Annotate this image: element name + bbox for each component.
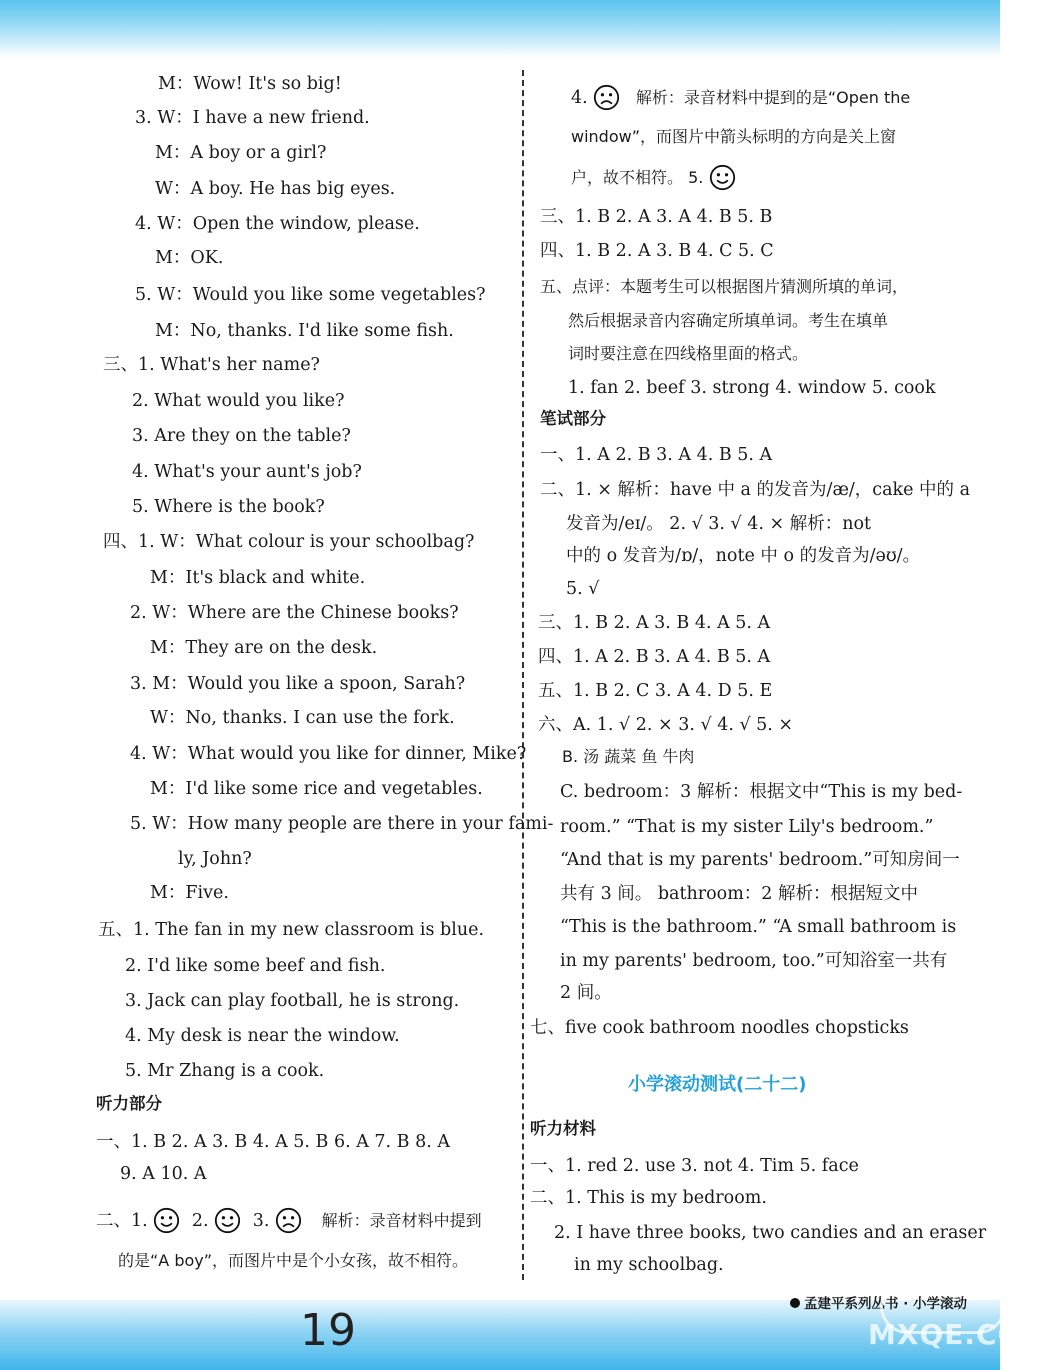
column-divider (522, 70, 524, 1280)
explanation-text: 共有 3 间。 bathroom：2 解析：根据短文中 (560, 884, 918, 904)
answer-line: 二、1. × 解析：have 中 a 的发音为/æ/，cake 中的 a (540, 480, 971, 500)
section-heading-written: 笔试部分 (540, 409, 606, 428)
answer-line: 一、1. red 2. use 3. not 4. Tim 5. face (530, 1156, 859, 1176)
dialogue-line: 5. W：How many people are there in your fami- (130, 814, 554, 834)
transcript-line: 二、1. This is my bedroom. (530, 1188, 767, 1208)
smiley-face-icon (153, 1207, 180, 1234)
dialogue-line: M：Five. (150, 883, 229, 903)
explanation-text: 解析：录音材料中提到 (321, 1211, 482, 1230)
dialogue-line: W：No, thanks. I can use the fork. (150, 708, 455, 728)
answer-line: 5. √ (566, 579, 600, 599)
explanation-text: in my parents' bedroom, too.”可知浴室一共有 (560, 951, 948, 971)
answer-line: 9. A 10. A (120, 1164, 207, 1184)
explanation-text: room.” “That is my sister Lily's bedroom.” (560, 817, 934, 837)
explanation-text: 2 间。 (560, 983, 612, 1003)
dialogue-line: M：It's black and white. (150, 568, 366, 588)
dialogue-line: W：A boy. He has big eyes. (155, 179, 396, 199)
smiley-face-icon (709, 164, 736, 191)
smiley-face-icon (214, 1207, 241, 1234)
explanation-text: “This is the bathroom.” “A small bathroom is (560, 917, 957, 937)
comment-text: 然后根据录音内容确定所填单词。考生在填单 (568, 311, 889, 330)
footer-series-text: 孟建平系列丛书 · 小学滚动 (804, 1296, 968, 1312)
answer-line: 中的 o 发音为/ɒ/，note 中 o 的发音为/əʊ/。 (566, 546, 921, 566)
question-line: 三、1. What's her name? (103, 355, 320, 375)
dialogue-line: M：Wow! It's so big! (158, 74, 342, 94)
answer-line: 四、1. B 2. A 3. B 4. C 5. C (540, 241, 774, 261)
answer-line: B. 汤 蔬菜 鱼 牛肉 (562, 747, 695, 766)
dialogue-line: ly, John? (178, 849, 252, 869)
test-title: 小学滚动测试(二十二) (628, 1074, 807, 1095)
top-decorative-band (0, 0, 1000, 58)
answer-label: 二、1. (96, 1211, 148, 1231)
dialogue-line: 5. W：Would you like some vegetables? (135, 285, 486, 305)
answer-line: 三、1. B 2. A 3. A 4. B 5. B (540, 207, 773, 227)
section-heading-listening: 听力部分 (96, 1094, 162, 1113)
answer-line: 五、1. B 2. C 3. A 4. D 5. E (538, 681, 773, 701)
sentence-line: 5. Mr Zhang is a cook. (125, 1061, 325, 1081)
dialogue-line: M：I'd like some rice and vegetables. (150, 779, 483, 799)
sentence-line: 4. My desk is near the window. (125, 1026, 400, 1046)
answer-label: 3. (252, 1211, 270, 1231)
answer-line: 四、1. A 2. B 3. A 4. B 5. A (538, 647, 771, 667)
sad-face-icon (593, 84, 620, 111)
explanation-text: 的是“A boy”，而图片中是个小女孩，故不相符。 (118, 1251, 469, 1270)
sentence-line: 2. I'd like some beef and fish. (125, 956, 386, 976)
transcript-line: in my schoolbag. (574, 1255, 724, 1275)
bullet-icon (790, 1298, 800, 1308)
explanation-text: 解析：录音材料中提到的是“Open the (635, 88, 911, 107)
section-heading-listening-material: 听力材料 (530, 1119, 596, 1138)
answer-line (571, 84, 910, 111)
explanation-text: “And that is my parents' bedroom.”可知房间一 (560, 850, 960, 870)
dialogue-line: M：OK. (155, 248, 224, 268)
comment-text: 五、点评：本题考生可以根据图片猜测所填的单词， (540, 277, 909, 296)
question-line: 4. What's your aunt's job? (132, 462, 362, 482)
watermark-text: MXQE.COM (868, 1318, 1051, 1351)
answer-label: 4. (571, 88, 588, 108)
explanation-text: window”，而图片中箭头标明的方向是关上窗 (571, 127, 896, 146)
answer-line: 三、1. B 2. A 3. B 4. A 5. A (538, 613, 771, 633)
dialogue-line: 四、1. W：What colour is your schoolbag? (103, 532, 475, 552)
dialogue-line: 4. W：Open the window, please. (135, 214, 420, 234)
sad-face-icon (275, 1207, 302, 1234)
answer-line (571, 164, 736, 191)
dialogue-line: 3. M：Would you like a spoon, Sarah? (130, 674, 466, 694)
transcript-line: 2. I have three books, two candies and an eraser (554, 1223, 987, 1243)
comment-text: 词时要注意在四线格里面的格式。 (568, 344, 809, 363)
dialogue-line: 2. W：Where are the Chinese books? (130, 603, 459, 623)
answer-line: 一、1. B 2. A 3. B 4. A 5. B 6. A 7. B 8. A (96, 1132, 451, 1152)
answer-line (96, 1207, 482, 1234)
sentence-line: 五、1. The fan in my new classroom is blue. (98, 920, 485, 940)
answer-line: 一、1. A 2. B 3. A 4. B 5. A (540, 445, 773, 465)
answer-line: 六、A. 1. √ 2. × 3. √ 4. √ 5. × (538, 715, 794, 735)
question-line: 3. Are they on the table? (132, 426, 351, 446)
page-number: 19 (300, 1305, 356, 1356)
question-line: 5. Where is the book? (132, 497, 325, 517)
answer-line: 1. fan 2. beef 3. strong 4. window 5. cook (568, 378, 936, 398)
dialogue-line: 4. W：What would you like for dinner, Mike? (130, 744, 527, 764)
dialogue-line: M：They are on the desk. (150, 638, 378, 658)
sentence-line: 3. Jack can play football, he is strong. (125, 991, 460, 1011)
dialogue-line: 3. W：I have a new friend. (135, 108, 370, 128)
question-line: 2. What would you like? (132, 391, 345, 411)
explanation-text: C. bedroom：3 解析：根据文中“This is my bed- (560, 782, 963, 802)
dialogue-line: M：A boy or a girl? (155, 143, 327, 163)
answer-line: 七、five cook bathroom noodles chopsticks (530, 1018, 909, 1038)
explanation-text: 户，故不相符。 5. (571, 168, 704, 187)
answer-line: 发音为/eɪ/。 2. √ 3. √ 4. × 解析：not (566, 514, 872, 534)
answer-label: 2. (191, 1211, 209, 1231)
dialogue-line: M：No, thanks. I'd like some fish. (155, 321, 454, 341)
